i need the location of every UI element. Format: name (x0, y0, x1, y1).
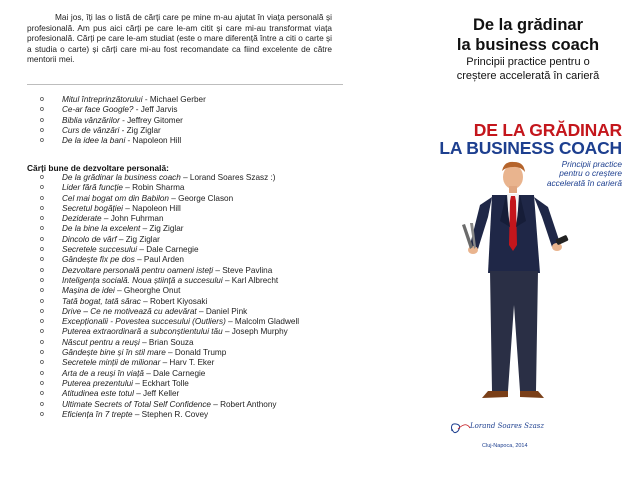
list-item: o Inteligența socială. Noua știință a succesului – Karl Albrecht (40, 275, 279, 285)
book-subtitle: Principii practice pentru o creștere accelerată în carieră (456, 56, 600, 82)
list-item: o Arta de a reuși în viață – Dale Carnegie (40, 368, 206, 378)
bullet-icon: o (40, 246, 44, 254)
bullet-icon: o (40, 390, 44, 398)
bullet-icon: o (40, 338, 44, 346)
list-item: o Mitul întreprinzătorului - Michael Gerber (40, 95, 206, 104)
book-cover (420, 105, 632, 459)
list-item: o Atitudinea este totul – Jeff Keller (40, 389, 180, 399)
divider (27, 84, 343, 85)
list-item: o Secretele minții de milionar – Harv T. Eker (40, 358, 215, 368)
bullet-icon: o (40, 137, 44, 145)
bullet-icon: o (40, 379, 44, 387)
cover-subtitle: Principii practice pentru o creștere accelerată în carieră (546, 159, 622, 188)
list-item: o Deziderate – John Fuhrman (40, 214, 164, 224)
list-item: o Puterea extraordinară a subconștientului tău – Joseph Murphy (40, 327, 288, 337)
list-item: o Lider fără funcție – Robin Sharma (40, 183, 185, 193)
bullet-icon: o (40, 235, 44, 243)
personal-development-list (40, 173, 346, 420)
bullet-icon: o (40, 276, 44, 284)
bullet-icon: o (40, 96, 44, 103)
bullet-icon: o (40, 184, 44, 192)
list-item: o Secretele succesului – Dale Carnegie (40, 245, 199, 255)
list-item: o Excepționalii - Povestea succesului (Outliers) – Malcolm Gladwell (40, 317, 300, 327)
bullet-icon: o (40, 318, 44, 326)
bullet-icon: o (40, 225, 44, 233)
list-item: o Gândește fix pe dos – Paul Arden (40, 255, 184, 265)
list-item: o Ultimate Secrets of Total Self Confidence – Robert Anthony (40, 399, 277, 409)
list-item: o Gândește bine și în stil mare – Donald Trump (40, 348, 227, 358)
list-item: o Tată bogat, tată sărac – Robert Kiyosaki (40, 296, 208, 306)
section-heading: Cărți bune de dezvoltare personală: (27, 163, 169, 173)
list-item: o Dincolo de vârf – Zig Ziglar (40, 234, 160, 244)
list-item: o De la idee la bani - Napoleon Hill (40, 136, 182, 146)
bullet-icon: o (40, 328, 44, 336)
business-books-list (40, 95, 340, 146)
list-item: o Puterea prezentului – Eckhart Tolle (40, 378, 189, 388)
bullet-icon: o (40, 204, 44, 212)
cover-author: Lorand Soares Szasz (470, 422, 545, 430)
list-item: o De la bine la excelent – Zig Ziglar (40, 224, 184, 234)
bullet-icon: o (40, 410, 44, 418)
bullet-icon: o (40, 400, 44, 408)
bullet-icon: o (40, 256, 44, 264)
bullet-icon: o (40, 215, 44, 223)
bullet-icon: o (40, 126, 44, 134)
bullet-icon: o (40, 297, 44, 305)
book-title: De la grădinar la business coach (456, 16, 600, 54)
list-item: o Secretul bogăției – Napoleon Hill (40, 203, 181, 213)
cover-place: Cluj-Napoca, 2014 (482, 443, 528, 449)
intro-paragraph: Mai jos, îți las o listă de cărți care pe mine m-au ajutat în viața personală și profesională. Am pus aici cărți pe care le-am citit și care mi-au transformat viața profesională. Cărți pe care le-am studiat (este o mare diferență între a citi o carte și a studia o carte) și cărți care mi-au fost recomandate ca fiind excelente de către mentorii mei. (27, 12, 332, 65)
list-item: o Biblia vânzărilor - Jeffrey Gitomer (40, 115, 183, 125)
bullet-icon: o (40, 174, 44, 181)
bullet-icon: o (40, 106, 44, 114)
cover-title-red: DE LA GRĂDINAR (473, 120, 622, 140)
bullet-icon: o (40, 307, 44, 315)
list-item: o Curs de vânzări - Zig Ziglar (40, 125, 161, 135)
bullet-icon: o (40, 194, 44, 202)
list-item: o Cel mai bogat om din Babilon – George Clason (40, 193, 234, 203)
bullet-icon: o (40, 369, 44, 377)
bullet-icon: o (40, 359, 44, 367)
list-item: o Eficiența în 7 trepte – Stephen R. Covey (40, 409, 209, 419)
list-item: o Mașina de idei – Gheorghe Onut (40, 286, 181, 296)
list-item: o Drive – Ce ne motivează cu adevărat – Daniel Pink (40, 306, 248, 316)
list-item: o Ce-ar face Google? - Jeff Jarvis (40, 105, 178, 115)
bullet-icon: o (40, 266, 44, 274)
bullet-icon: o (40, 287, 44, 295)
list-item: o De la grădinar la business coach – Lorand Soares Szasz :) (40, 173, 276, 182)
bullet-icon: o (40, 349, 44, 357)
author-photo (440, 155, 590, 417)
cover-title-blue: LA BUSINESS COACH (439, 138, 622, 158)
bullet-icon: o (40, 116, 44, 124)
list-item: o Născut pentru a reuși – Brian Souza (40, 337, 194, 347)
list-item: o Dezvoltare personală pentru oameni isteți – Steve Pavlina (40, 265, 273, 275)
